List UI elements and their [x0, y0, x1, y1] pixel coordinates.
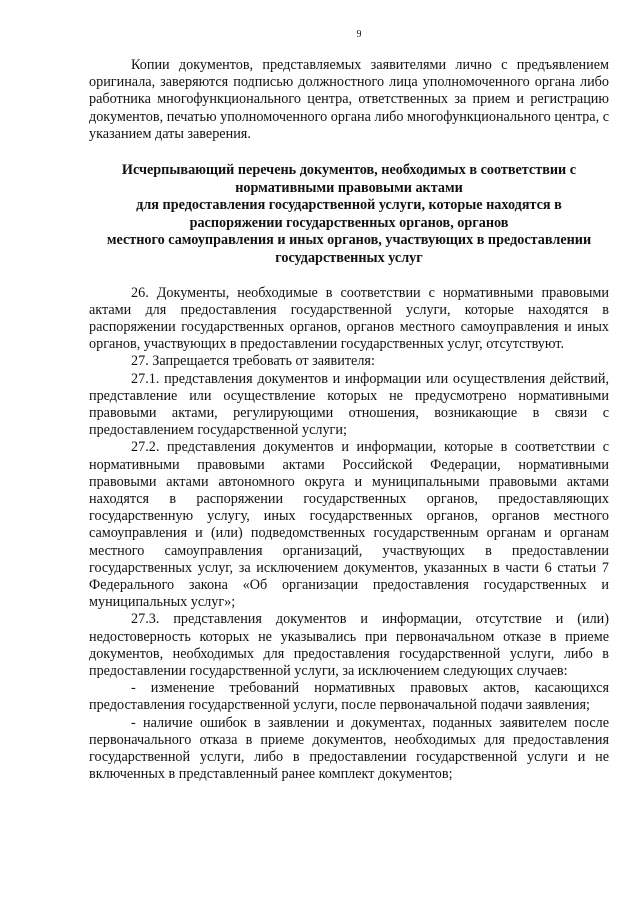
section-heading-line: Исчерпывающий перечень документов, необходимых в соответствии с нормативными правовыми актами: [121, 162, 577, 196]
paragraph-27: 27. Запрещается требовать от заявителя:: [131, 353, 375, 370]
paragraph-26: 26. Документы, необходимые в соответствии с нормативными правовыми актами для предоставления государственной услуги, которые находятся в распоряжении государственных органов, органов местного самоуправления и иных органов, участвующих в предоставлении государственных услуг, отсутствуют.: [89, 284, 609, 353]
section-heading: [89, 162, 609, 268]
section-heading-line: местного самоуправления и иных органов, участвующих в предоставлении государственных услуг: [106, 232, 592, 266]
paragraph-27-1: 27.1. представления документов и информации или осуществления действий, представление или осуществление которых не предусмотрено нормативными правовыми актами, регулирующими отношения, возникающие в связи с предоставлением государственной услуги;: [89, 370, 609, 439]
page-number: 9: [356, 29, 362, 40]
section-heading-line: для предоставления государственной услуги, которые находятся в распоряжении государственных органов, органов: [136, 197, 562, 231]
paragraph-27-3: 27.3. представления документов и информации, отсутствие и (или) недостоверность которых не указывались при первоначальном отказе в приеме документов, необходимых для предоставления государственной услуги, либо в предоставлении государственной услуги, за исключением следующих случаев:: [89, 611, 609, 680]
paragraph-27-2: 27.2. представления документов и информации, которые в соответствии с нормативными правовыми актами Российской Федерации, нормативными правовыми актами автономного округа и муниципальными правовыми актами находятся в распоряжении государственных органов, предоставляющих государственную услугу, иных государственных органов, органов местного самоуправления и (или) подведомственных государственным органам и органам местного самоуправления организаций, участвующих в предоставлении государственных услуг, за исключением документов, указанных в части 6 статьи 7 Федерального закона «Об организации предоставления государственных и муниципальных услуг»;: [89, 439, 609, 611]
list-item-requirements-change: - изменение требований нормативных правовых актов, касающихся предоставления государственной услуги, после первоначальной подачи заявления;: [89, 680, 609, 714]
list-item-errors-in-application: - наличие ошибок в заявлении и документах, поданных заявителем после первоначального отказа в приеме документов, необходимых для предоставления государственной услуги, либо в предоставлении государственной услуги и не включенных в представленный ранее комплект документов;: [89, 714, 609, 783]
intro-paragraph: Копии документов, представляемых заявителями лично с предъявлением оригинала, заверяются подписью должностного лица уполномоченного органа либо работника многофункционального центра, ответственных за прием и регистрацию документов, печатью уполномоченного органа либо многофункционального центра, с указанием даты заверения.: [89, 57, 609, 142]
